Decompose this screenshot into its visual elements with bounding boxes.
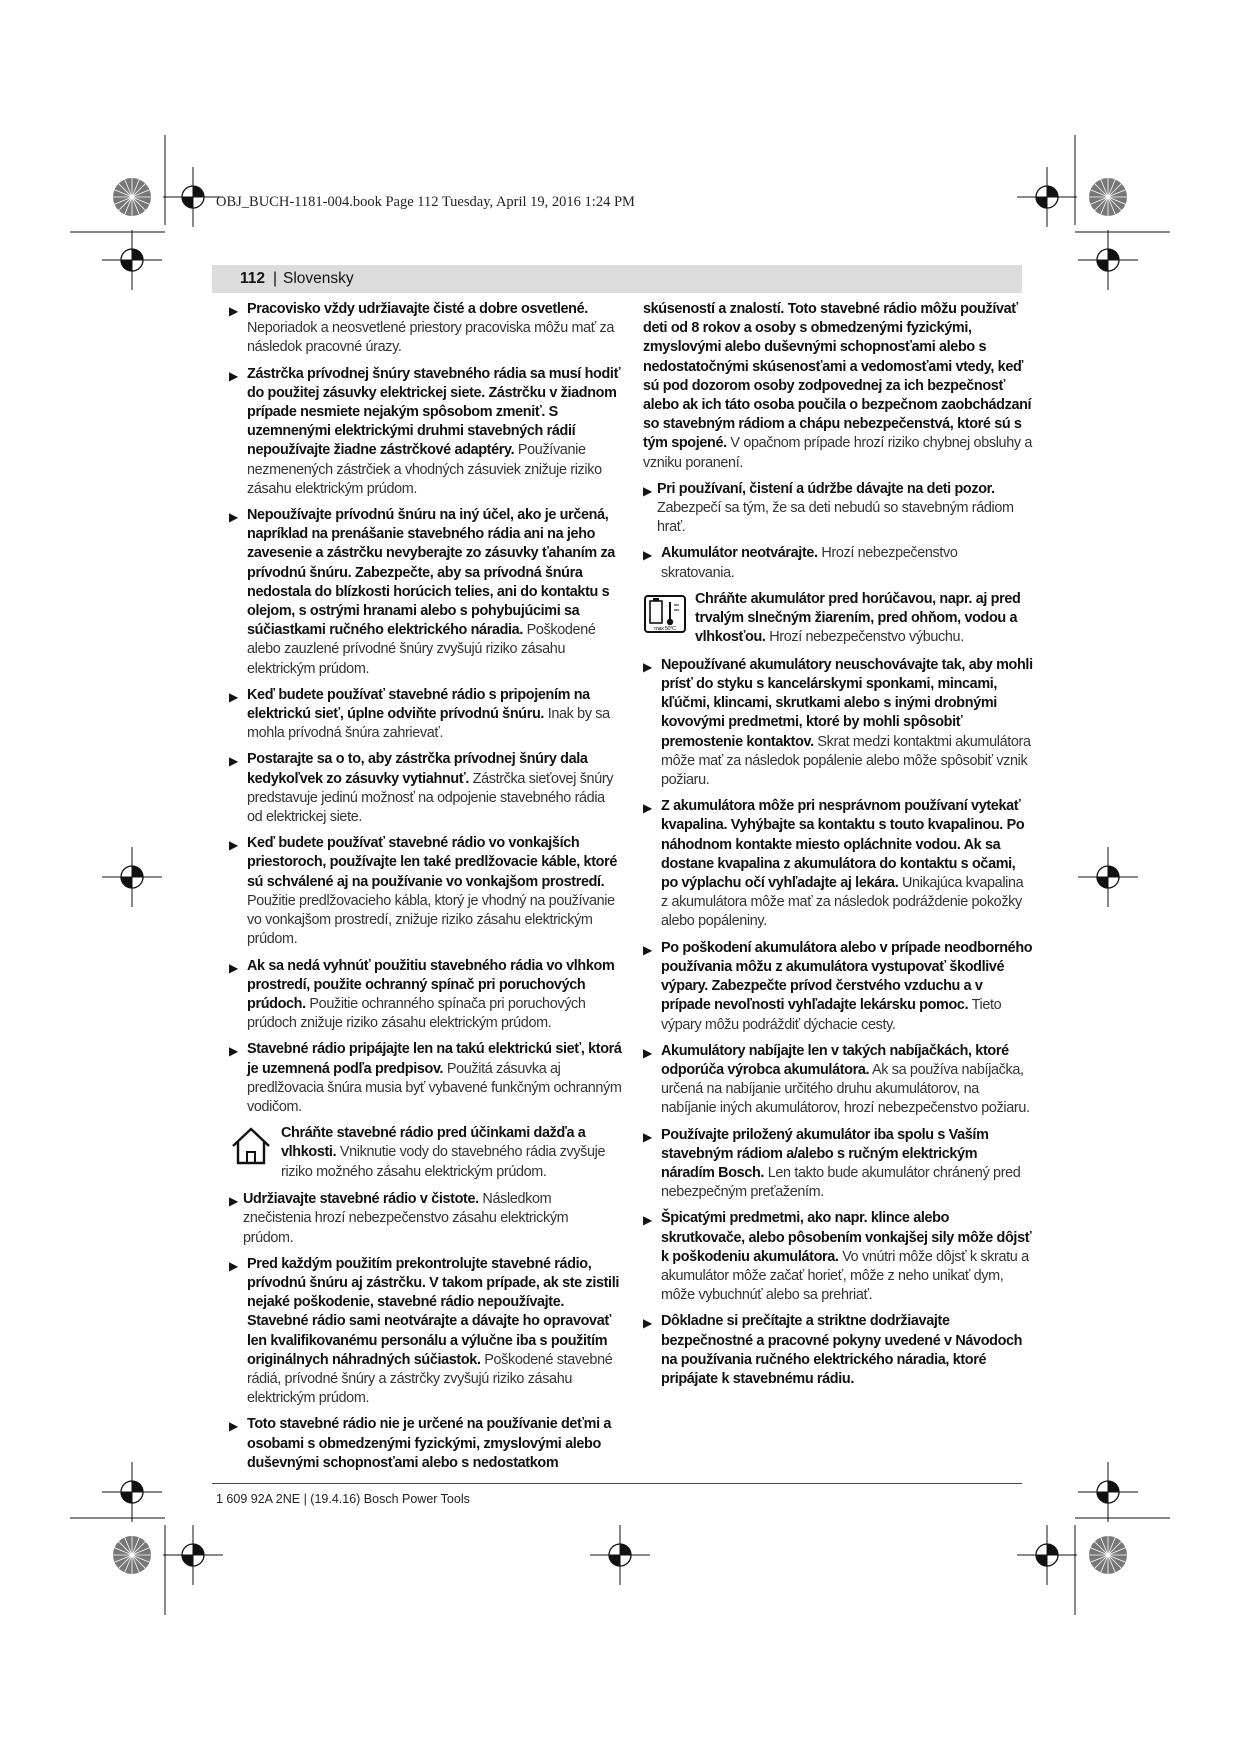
instruction-text: Používanie nezmenených zástrčiek a vhodných zásuviek znižuje riziko zásahu elektrickým prúdom. [247,442,602,497]
instruction-text: Poškodené alebo zauzlené prívodné šnúry zvyšujú riziko zásahu elektrickým prúdom. [247,622,596,677]
instruction-bold: Nepoužívané akumulátory neuschovávajte tak, aby mohli prísť do styku s kancelárskymi sponkami, mincami, kľúčmi, klincami, skrutkami alebo s inými drobnými kovovými predmetmi, ktoré by mohli spôsobiť premostenie kontaktov. [661,656,1033,750]
instruction-text: Zástrčka sieťovej šnúry predstavuje jedinú možnosť na odpojenie stavebného rádia od elektrickej siete. [247,770,614,826]
safety-instruction [643,1209,1033,1305]
battery-heat-icon-label: max 50°C [654,625,676,632]
safety-instruction [229,300,622,358]
bullet-arrow-icon: ▶ [229,689,238,704]
instruction-text: Poškodené stavebné rádiá, prívodné šnúry a zástrčky zvyšujú riziko zásahu elektrickým prúdom. [247,1351,613,1407]
instruction-bold: Akumulátory nabíjajte len v takých nabíjačkách, ktoré odporúča výrobca akumulátora. [661,1042,1009,1078]
bullet-arrow-icon: ▶ [229,510,238,525]
left-list-1 [229,300,622,1117]
bullet-arrow-icon: ▶ [643,548,652,563]
instruction-text: Následkom znečistenia hrozí nebezpečenstvo zásahu elektrickým prúdom. [243,1191,569,1246]
bullet-arrow-icon: ▶ [643,1045,652,1060]
page-number: 112 [240,270,266,287]
instruction-text: Skrat medzi kontaktmi akumulátora môže mať za následok popálenie alebo môže spôsobiť vznik požiaru. [661,733,1031,789]
right-intro-bold: skúseností a znalostí. Toto stavebné rádio môžu používať deti od 8 rokov a osoby s obmedzenými fyzickými, zmyslovými alebo duševnými schopnosťami alebo s nedostatočnými skúsenosťami a vedomosťami vtedy, keď sú pod dozorom osoby zodpovednej za ich bezpečnosť alebo ak ich táto osoba poučila o bezpečnom zaobchádzaní so stavebným rádiom a chápu nebezpečenstvá, ktoré sú s tým spojené. [643,301,1032,452]
safety-instruction [643,1042,1033,1119]
right-intro-paragraph [643,300,1033,473]
safety-instruction [229,365,622,499]
page-header-bar [212,265,1022,293]
instruction-bold: Nepoužívajte prívodnú šnúru na iný účel, ako je určená, napríklad na prenášanie stavebného rádia ani na jeho zavesenie a zástrčku nevyberajte zo zásuvky ťahaním za prívodnú šnúru. Zabezpečte, aby sa prívodná šnúra nedostala do blízkosti horúcich telies, ani do kontaktu s olejom, s ostrými hranami alebo s pohybujúcimi sa súčiastkami ručného elektrického náradia. [247,507,615,639]
safety-instruction [643,544,1033,582]
bullet-arrow-icon: ▶ [229,960,238,975]
rain-warning-note [229,1124,622,1182]
instruction-text: Unikajúca kvapalina z akumulátora môže mať za následok podráždenie pokožky alebo popáleniny. [661,875,1024,930]
instruction-text: Neporiadok a neosvetlené priestory pracoviska môžu mať za následok pracovné úrazy. [247,320,614,356]
safety-instruction [229,506,622,679]
page-footer: 1 609 92A 2NE | (19.4.16) Bosch Power Tools [216,1492,470,1506]
bullet-arrow-icon: ▶ [229,1258,238,1273]
battery-heat-icon [643,592,689,636]
safety-instruction [643,656,1033,790]
heat-note-text: Hrozí nebezpečenstvo výbuchu. [765,629,964,646]
instruction-bold: Toto stavebné rádio nie je určené na používanie deťmi a osobami s obmedzenými fyzickými, zmyslovými alebo duševnými schopnosťami alebo s nedostatkom [247,1416,612,1471]
bullet-arrow-icon: ▶ [643,801,652,816]
safety-instruction [229,957,622,1034]
instruction-text: Vo vnútri môže dôjsť k skratu a akumulátor môže začať horieť, môže z neho unikať dym, môže vybuchnúť alebo sa prehriať. [661,1248,1029,1304]
page-language: Slovensky [283,270,354,287]
safety-instruction [229,1415,622,1473]
safety-instruction [643,797,1033,931]
instruction-bold: Používajte priložený akumulátor iba spolu s Vaším stavebným rádiom a/alebo s ručným elektrickým náradím Bosch. [661,1126,989,1181]
bullet-arrow-icon: ▶ [643,659,652,674]
instruction-bold: Pri používaní, čistení a údržbe dávajte na deti pozor. [657,480,995,497]
safety-instruction [229,1255,622,1409]
instruction-text: Tieto výpary môžu podráždiť dýchacie cesty. [661,997,1002,1033]
bullet-arrow-icon: ▶ [229,304,238,318]
instruction-text: Použitie predlžovacieho kábla, ktorý je vhodný na používanie vo vonkajšom prostredí, znižuje riziko zásahu elektrickým prúdom. [247,892,615,948]
instruction-text: Použitá zásuvka aj predlžovacia šnúra musia byť vybavené funkčným ochranným vodičom. [247,1060,622,1115]
instruction-text: Zabezpečí sa tým, že sa deti nebudú so stavebným rádiom hrať. [657,500,1014,536]
instruction-bold: Stavebné rádio pripájajte len na takú elektrickú sieť, ktorá je uzemnená podľa predpisov. [247,1041,622,1077]
right-list-1 [643,480,1033,583]
instruction-text: Ak sa používa nabíjačka, určená na nabíjanie určitého druhu akumulátorov, na nabíjanie iných akumulátorov, hrozí nebezpečenstvo požiaru. [661,1061,1030,1117]
instruction-bold: Keď budete používať stavebné rádio s pripojením na elektrickú sieť, úplne odviňte prívodnú šnúru. [247,686,590,723]
left-column [229,300,622,1480]
instruction-bold: Dôkladne si prečítajte a striktne dodržiavajte bezpečnostné a pracovné pokyny uvedené v Návodoch na používania ručného elektrického náradia, ktoré pripájate k stavebnému rádiu. [661,1313,1023,1387]
instruction-text: Len takto bude akumulátor chránený pred nebezpečným preťažením. [661,1164,1021,1201]
safety-instruction [229,1190,622,1248]
instruction-text: Inak by sa mohla prívodná šnúra zahrievať. [247,706,610,742]
rain-note-bold: Chráňte stavebné rádio pred účinkami dažďa a vlhkosti. [281,1125,586,1161]
bullet-arrow-icon: ▶ [229,1419,238,1434]
bullet-arrow-icon: ▶ [643,942,652,957]
bullet-arrow-icon: ▶ [643,1129,652,1144]
bullet-arrow-icon: ▶ [229,838,238,853]
bullet-arrow-icon: ▶ [229,1194,238,1209]
safety-instruction [643,1312,1033,1389]
bullet-arrow-icon: ▶ [643,1316,652,1331]
heat-note-bold: Chráňte akumulátor pred horúčavou, napr. aj pred trvalým slnečným žiarením, pred ohňom, vodou a vlhkosťou. [695,590,1021,646]
right-intro-text: V opačnom prípade hrozí riziko chybnej obsluhy a vzniku poranení. [643,435,1033,471]
instruction-bold: Udržiavajte stavebné rádio v čistote. [243,1191,479,1208]
house-icon [229,1126,273,1166]
safety-instruction [229,1040,622,1117]
rain-note-text: Vniknutie vody do stavebného rádia zvyšuje riziko možného zásahu elektrickým prúdom. [281,1144,606,1180]
bullet-arrow-icon: ▶ [643,1213,652,1228]
instruction-bold: Keď budete používať stavebné rádio vo vonkajších priestoroch, používajte len také predlžovacie káble, ktoré sú schválené aj na používanie vo vonkajšom prostredí. [247,835,617,890]
print-header: OBJ_BUCH-1181-004.book Page 112 Tuesday, April 19, 2016 1:24 PM [216,194,635,210]
bullet-arrow-icon: ▶ [229,1044,238,1059]
instruction-text: Použitie ochranného spínača pri poruchových prúdoch znižuje riziko zásahu elektrickým prúdom. [247,995,586,1032]
instruction-bold: Ak sa nedá vyhnúť použitiu stavebného rádia vo vlhkom prostredí, použite ochranný spínač pri poruchových prúdoch. [247,957,615,1012]
right-list-2 [643,656,1033,1389]
instruction-bold: Postarajte sa o to, aby zástrčka prívodnej šnúry dala kedykoľvek zo zásuvky vytiahnuť. [247,751,588,787]
instruction-bold: Pracovisko vždy udržiavajte čisté a dobre osvetlené. [247,301,588,317]
heat-warning-note [643,590,1033,648]
instruction-bold: Zástrčka prívodnej šnúry stavebného rádia sa musí hodiť do použitej zásuvky elektrickej siete. Zástrčku v žiadnom prípade nesmiete nejakým spôsobom zmeniť. S uzemnenými elektrickými druhmi stavebných rádií nepoužívajte žiadne zástrčkové adaptéry. [247,365,621,459]
safety-instruction [643,480,1033,538]
safety-instruction [229,834,622,949]
right-column [643,300,1033,1396]
instruction-text: Hrozí nebezpečenstvo skratovania. [661,545,958,581]
instruction-bold: Špicatými predmetmi, ako napr. klince alebo skrutkovače, alebo pôsobením vonkajšej sily môže dôjsť k poškodeniu akumulátora. [661,1210,1032,1265]
safety-instruction [643,939,1033,1035]
safety-instruction [229,750,622,827]
instruction-bold: Po poškodení akumulátora alebo v prípade neodborného používania môžu z akumulátora vystupovať škodlivé výpary. Zabezpečte prívod čerstvého vzduchu a v prípade nevoľnosti vyhľadajte lekársku pomoc. [661,939,1033,1014]
page-separator: | [273,270,278,287]
safety-instruction [229,686,622,744]
instruction-bold: Pred každým použitím prekontrolujte stavebné rádio, prívodnú šnúru aj zástrčku. V takom prípade, ak ste zistili nejaké poškodenie, stavebné rádio nepoužívajte. Stavebné rádio sami neotvárajte a dávajte ho opravovať len kvalifikovanému personálu a výlučne iba s použitím originálnych náhradných súčiastok. [247,1255,620,1368]
left-list-2 [229,1190,622,1473]
instruction-bold: Akumulátor neotvárajte. [661,545,818,562]
bullet-arrow-icon: ▶ [229,368,238,383]
bullet-arrow-icon: ▶ [229,754,238,769]
safety-instruction [643,1126,1033,1203]
bullet-arrow-icon: ▶ [643,483,652,498]
instruction-bold: Z akumulátora môže pri nesprávnom používaní vytekať kvapalina. Vyhýbajte sa kontaktu s touto kvapalinou. Po náhodnom kontakte miesto opláchnite vodou. Ak sa dostane kvapalina z akumulátora do kontaktu s očami, po výplachu očí vyhľadajte aj lekára. [661,798,1025,892]
footer-rule [212,1483,1022,1484]
